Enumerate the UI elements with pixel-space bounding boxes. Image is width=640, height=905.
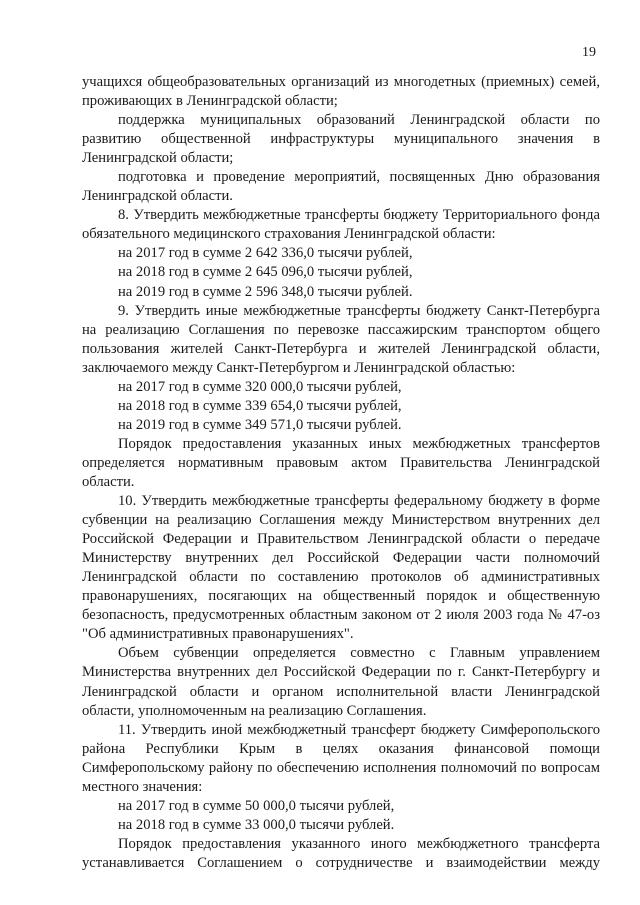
- paragraph: Порядок предоставления указанных иных межбюджетных трансфертов определяется нормативным правовым актом Правительства Ленинградской области.: [82, 435, 600, 490]
- paragraph: Объем субвенции определяется совместно с Главным управлением Министерства внутренних дел Российской Федерации по г. Санкт-Петербургу и Ленинградской области и органом исполнительной власти Ленинградской области, уполномоченным на реализацию Соглашения.: [82, 645, 600, 719]
- sum-line: на 2019 год в сумме 2 596 348,0 тысячи рублей.: [118, 283, 413, 300]
- paragraph-item-9: 9. Утвердить иные межбюджетные трансферты бюджету Санкт-Петербурга на реализацию Соглашения по перевозке пассажирским транспортом общего пользования жителей Санкт-Петербурга и жителей Ленинградской области, заключаемого между Санкт-Петербургом и Ленинградской областью:: [82, 302, 600, 376]
- paragraph: подготовка и проведение мероприятий, посвященных Дню образования Ленинградской области.: [82, 169, 600, 205]
- paragraph-item-10: 10. Утвердить межбюджетные трансферты федеральному бюджету в форме субвенции на реализацию Соглашения между Министерством внутренних дел Российской Федерации и Правительством Ленинградской области о передаче Министерству внутренних дел Российской Федерации части полномочий Ленинградской области по составлению протоколов об административных правонарушениях, посягающих на общественный порядок и общественную безопасность, предусмотренных областным законом от 2 июля 2003 года № 47-оз "Об административных правонарушениях".: [82, 493, 600, 643]
- sum-line: на 2018 год в сумме 33 000,0 тысячи рублей.: [118, 816, 395, 833]
- paragraph-item-11: 11. Утвердить иной межбюджетный трансферт бюджету Симферопольского района Республики Крым в целях оказания финансовой помощи Симферопольскому району по обеспечению исполнения полномочий по вопросам местного значения:: [82, 721, 600, 795]
- paragraph-item-8: 8. Утвердить межбюджетные трансферты бюджету Территориального фонда обязательного медицинского страхования Ленинградской области:: [82, 207, 600, 243]
- paragraph-continues-next-page: Порядок предоставления указанного иного межбюджетного трансферта устанавливается Соглашением о сотрудничестве и взаимодействии между: [82, 835, 600, 871]
- sum-line: на 2017 год в сумме 50 000,0 тысячи рублей,: [118, 797, 395, 814]
- sum-line: на 2017 год в сумме 2 642 336,0 тысячи рублей,: [118, 245, 413, 262]
- sum-line: на 2018 год в сумме 339 654,0 тысячи рублей,: [118, 397, 402, 414]
- page-number: 19: [582, 45, 596, 60]
- paragraph-continuation: учащихся общеобразовательных организаций из многодетных (приемных) семей, проживающих в Ленинградской области;: [82, 74, 600, 110]
- sum-line: на 2019 год в сумме 349 571,0 тысячи рублей.: [118, 416, 402, 433]
- document-body: [82, 73, 600, 873]
- sum-line: на 2017 год в сумме 320 000,0 тысячи рублей,: [118, 378, 402, 395]
- paragraph: поддержка муниципальных образований Ленинградской области по развитию общественной инфраструктуры муниципального значения в Ленинградской области;: [82, 112, 600, 167]
- sum-line: на 2018 год в сумме 2 645 096,0 тысячи рублей,: [118, 264, 413, 281]
